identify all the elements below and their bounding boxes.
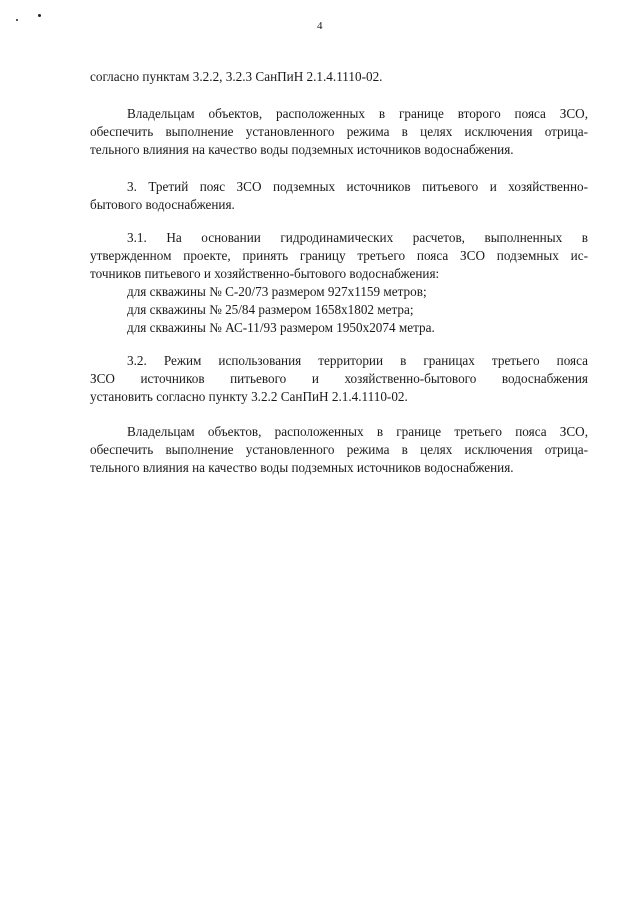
text-line: точников питьевого и хозяйственно-бытового водоснабжения: xyxy=(90,266,440,281)
section-3-heading xyxy=(90,178,588,214)
well-item: для скважины № С-20/73 размером 927х1159 метров; xyxy=(127,284,427,299)
text-line: утвержденном проекте, принять границу третьего пояса ЗСО подземных ис- xyxy=(90,248,588,263)
paragraph-second-belt-owners xyxy=(90,105,588,159)
text-line: Владельцам объектов, расположенных в границе третьего пояса ЗСО, xyxy=(127,424,588,439)
paragraph-third-belt-owners xyxy=(90,423,588,477)
text-line: 3. Третий пояс ЗСО подземных источников питьевого и хозяйственно- xyxy=(127,179,588,194)
scan-speck xyxy=(38,14,41,17)
well-item: для скважины № 25/84 размером 1658х1802 метра; xyxy=(127,302,414,317)
text-line: 3.1. На основании гидродинамических расчетов, выполненных в xyxy=(127,230,588,245)
text-line: Владельцам объектов, расположенных в границе второго пояса ЗСО, xyxy=(127,106,588,121)
well-item: для скважины № АС-11/93 размером 1950х2074 метра. xyxy=(127,320,435,335)
text-line: бытового водоснабжения. xyxy=(90,197,235,212)
text-line: обеспечить выполнение установленного режима в целях исключения отрица- xyxy=(90,124,588,139)
text-line: тельного влияния на качество воды подземных источников водоснабжения. xyxy=(90,460,514,475)
page-number: 4 xyxy=(317,20,323,32)
section-3-1 xyxy=(90,229,588,283)
paragraph-continuation xyxy=(90,68,588,86)
text-line: ЗСО источников питьевого и хозяйственно-бытового водоснабжения xyxy=(90,371,588,386)
text-line: установить согласно пункту 3.2.2 СанПиН 2.1.4.1110-02. xyxy=(90,389,408,404)
text-line: 3.2. Режим использования территории в границах третьего пояса xyxy=(127,353,588,368)
section-3-2 xyxy=(90,352,588,406)
text-line: согласно пунктам 3.2.2, 3.2.3 СанПиН 2.1.4.1110-02. xyxy=(90,69,383,84)
text-line: обеспечить выполнение установленного режима в целях исключения отрица- xyxy=(90,442,588,457)
text-line: тельного влияния на качество воды подземных источников водоснабжения. xyxy=(90,142,514,157)
